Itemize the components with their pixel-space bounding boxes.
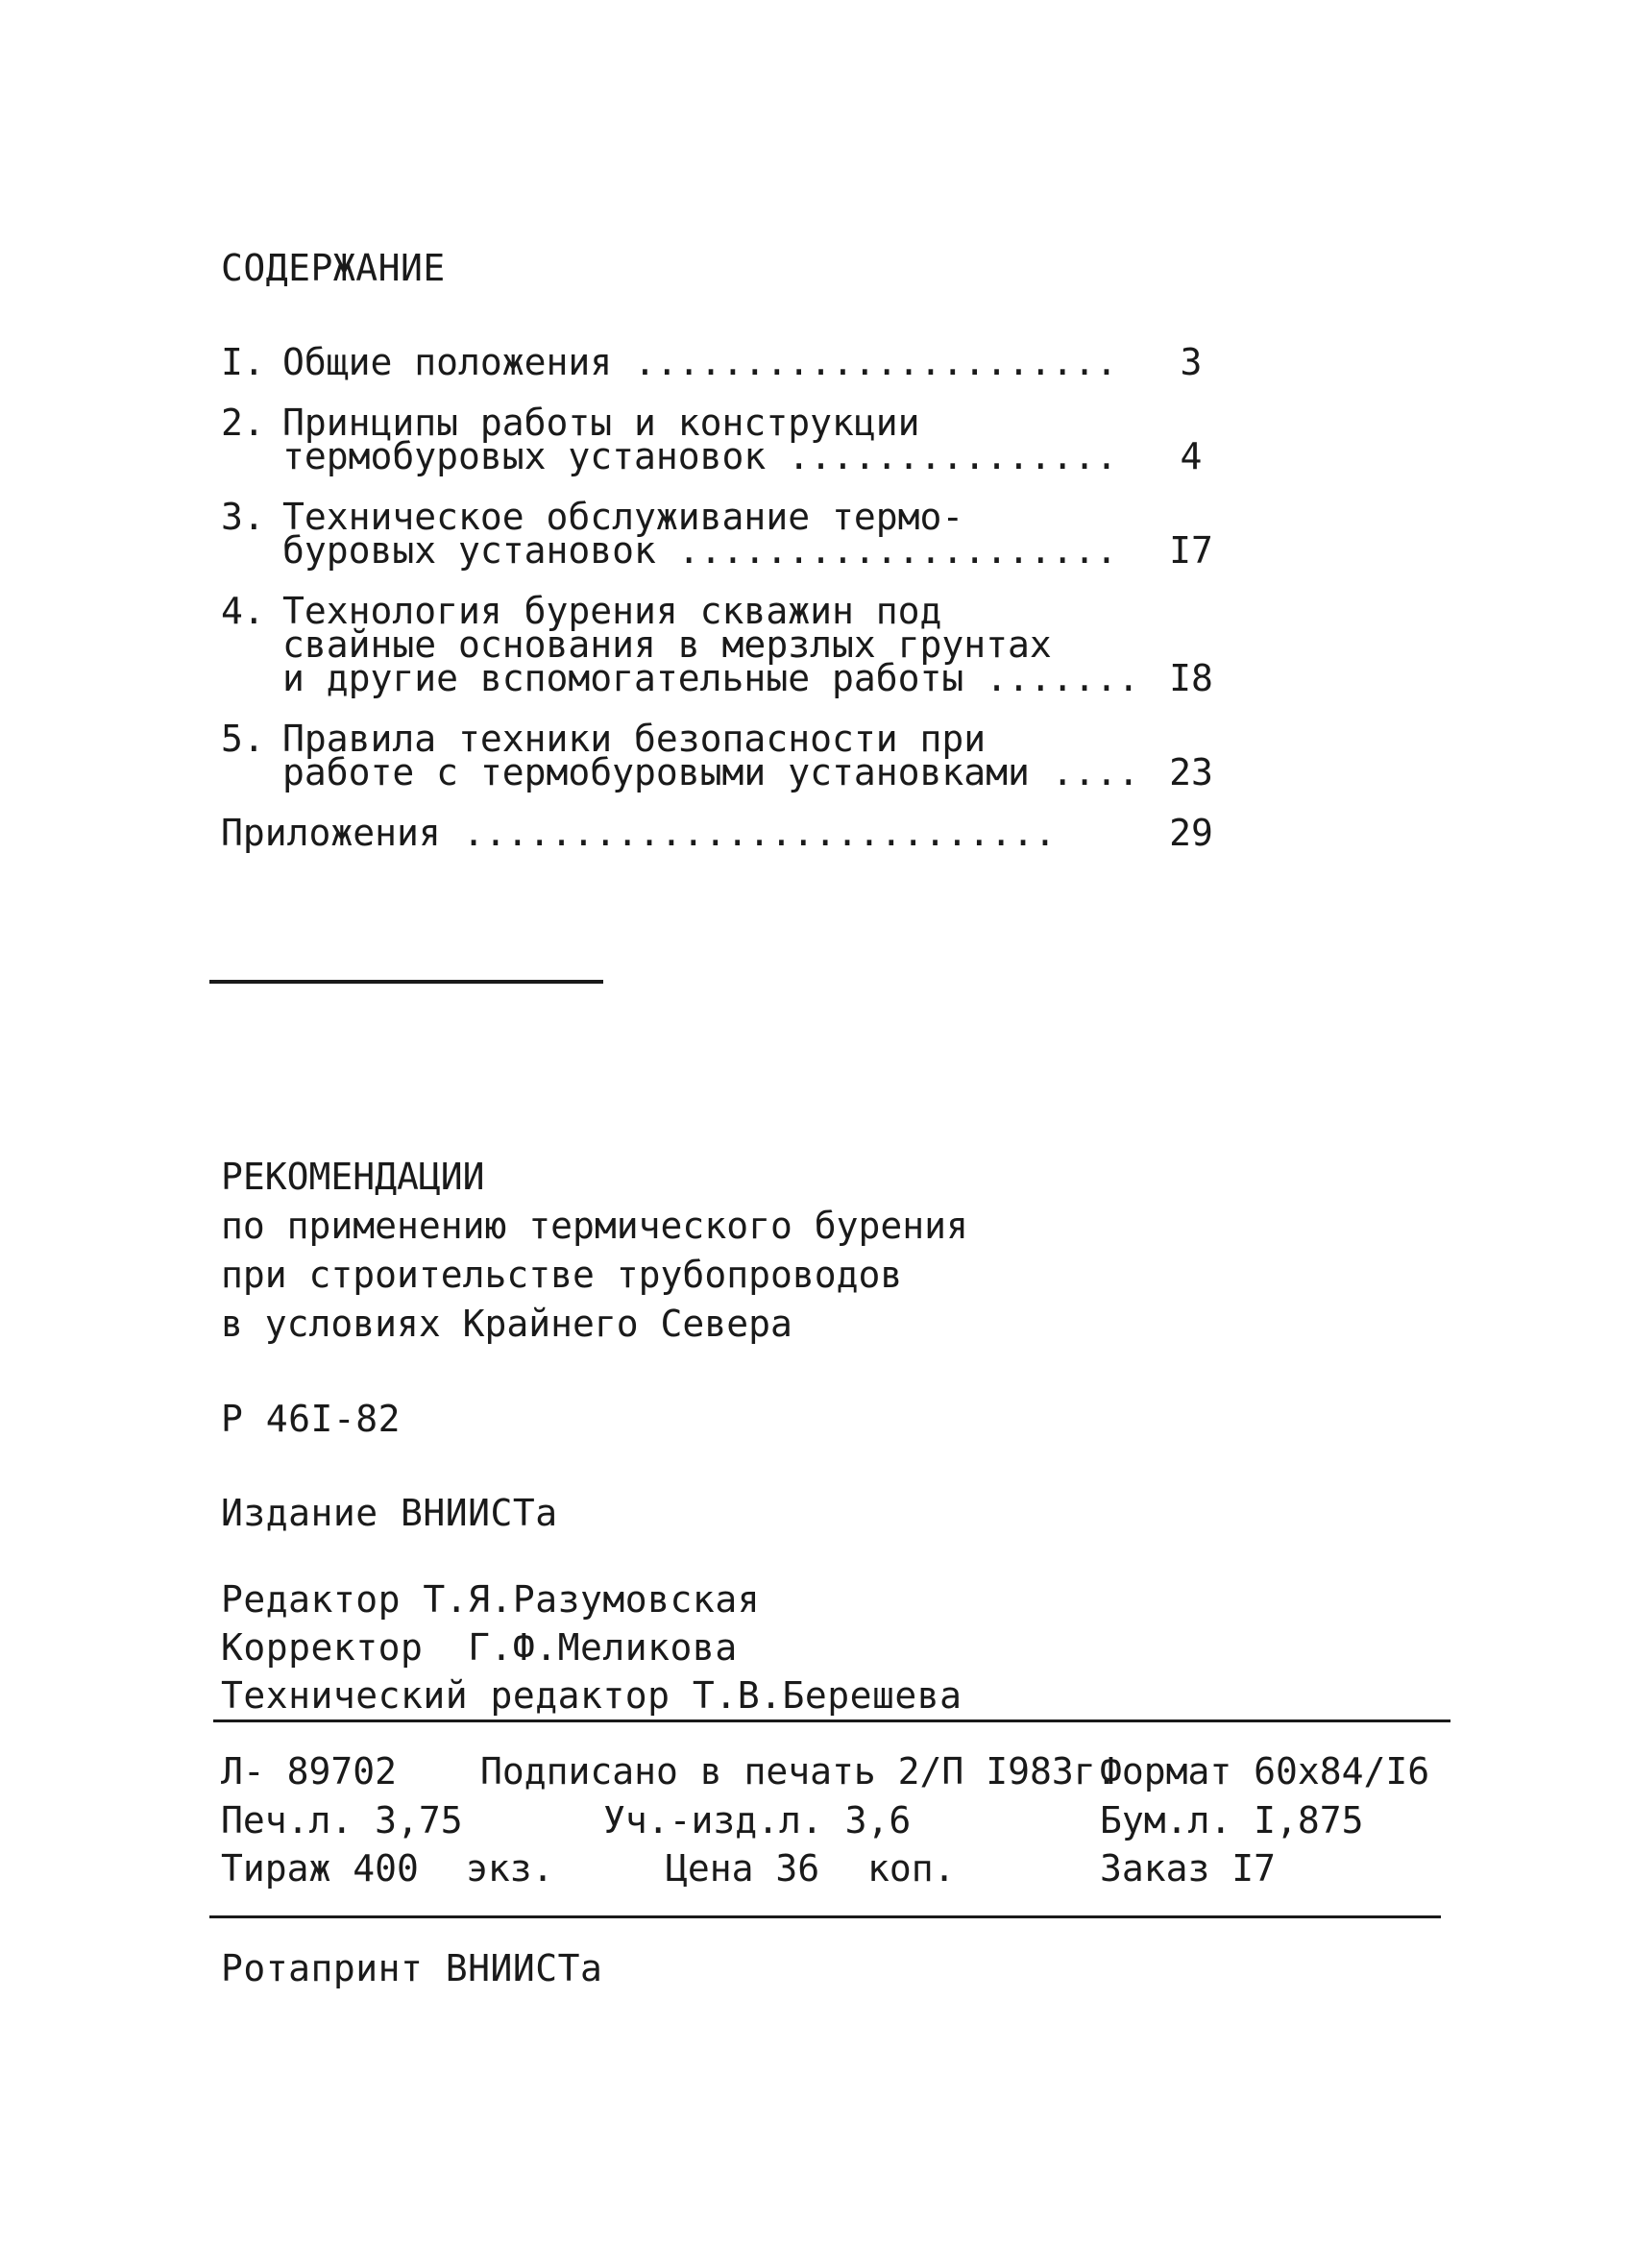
- toc-item-text: буровых установок ....................: [282, 529, 1118, 572]
- toc-item-text: Техническое обслуживание термо-: [282, 496, 964, 538]
- toc-item-number: 2.: [221, 402, 265, 444]
- imprint-paper-sheets: Бум.л. I,875: [1100, 1799, 1364, 1841]
- publication-code: Р 46I-82: [221, 1398, 402, 1440]
- toc-item-number: 5.: [221, 718, 265, 760]
- toc-item-number: 3.: [221, 496, 265, 538]
- editor: Редактор Т.Я.Разумовская: [221, 1578, 761, 1621]
- imprint-top-rule: [213, 1719, 1450, 1722]
- toc-item-number: 4.: [221, 590, 265, 632]
- imprint-license: Л- 89702: [221, 1750, 398, 1792]
- title-line: РЕКОМЕНДАЦИИ: [221, 1156, 485, 1198]
- toc-item-text: свайные основания в мерзлых грунтах: [282, 623, 1052, 666]
- technical-editor: Технический редактор Т.В.Берешева: [221, 1674, 963, 1717]
- contents-heading: СОДЕРЖАНИЕ: [221, 247, 446, 289]
- toc-item-page: I8: [1169, 657, 1213, 699]
- corrector: Корректор Г.Ф.Меликова: [221, 1626, 738, 1669]
- toc-item-page: I7: [1169, 529, 1213, 572]
- table-of-contents: [221, 341, 1220, 877]
- toc-item-text: термобуровых установок ...............: [282, 435, 1118, 477]
- toc-item-number: I.: [221, 341, 265, 383]
- imprint-run: Тираж 400: [221, 1847, 419, 1890]
- toc-item-text: Правила техники безопасности при: [282, 718, 987, 760]
- title-line: в условиях Крайнего Севера: [221, 1303, 792, 1345]
- toc-item: [221, 496, 1220, 572]
- toc-item-text: Технология бурения скважин под: [282, 590, 942, 632]
- imprint-copies: экз.: [466, 1847, 554, 1890]
- toc-item-text: работе с термобуровыми установками ....: [282, 751, 1140, 793]
- toc-item-page: 23: [1169, 751, 1213, 793]
- toc-appendix-page: 29: [1169, 812, 1213, 854]
- imprint-pub-sheets: Уч.-изд.л. 3,6: [603, 1799, 912, 1841]
- toc-item-page: 3: [1180, 341, 1203, 383]
- toc-item-text: и другие вспомогательные работы .......: [282, 657, 1140, 699]
- imprint-price: Цена 36: [666, 1847, 820, 1890]
- title-line: по применению термического бурения: [221, 1205, 968, 1247]
- toc-item: [221, 718, 1220, 793]
- imprint-order: Заказ I7: [1100, 1847, 1277, 1890]
- printer: Ротапринт ВНИИСТа: [221, 1947, 603, 1989]
- toc-appendix: [221, 812, 1220, 854]
- toc-item: [221, 590, 1220, 699]
- toc-item: [221, 402, 1220, 477]
- toc-item: [221, 341, 1220, 383]
- title-line: при строительстве трубопроводов: [221, 1254, 903, 1296]
- imprint-kop: коп.: [867, 1847, 956, 1890]
- toc-item-text: Принципы работы и конструкции: [282, 402, 920, 444]
- imprint-bottom-rule: [209, 1915, 1441, 1918]
- separator-rule: [209, 980, 603, 984]
- imprint-print-sheets: Печ.л. 3,75: [221, 1799, 463, 1841]
- toc-appendix-text: Приложения ...........................: [221, 812, 1057, 854]
- toc-item-page: 4: [1180, 435, 1203, 477]
- publication-title: [221, 1153, 968, 1349]
- publisher: Издание ВНИИСТа: [221, 1492, 558, 1534]
- toc-item-text: Общие положения ......................: [282, 341, 1118, 383]
- imprint-signed: Подписано в печать 2/П I983г.: [480, 1750, 1118, 1792]
- imprint-format: Формат 60х84/I6: [1100, 1750, 1430, 1792]
